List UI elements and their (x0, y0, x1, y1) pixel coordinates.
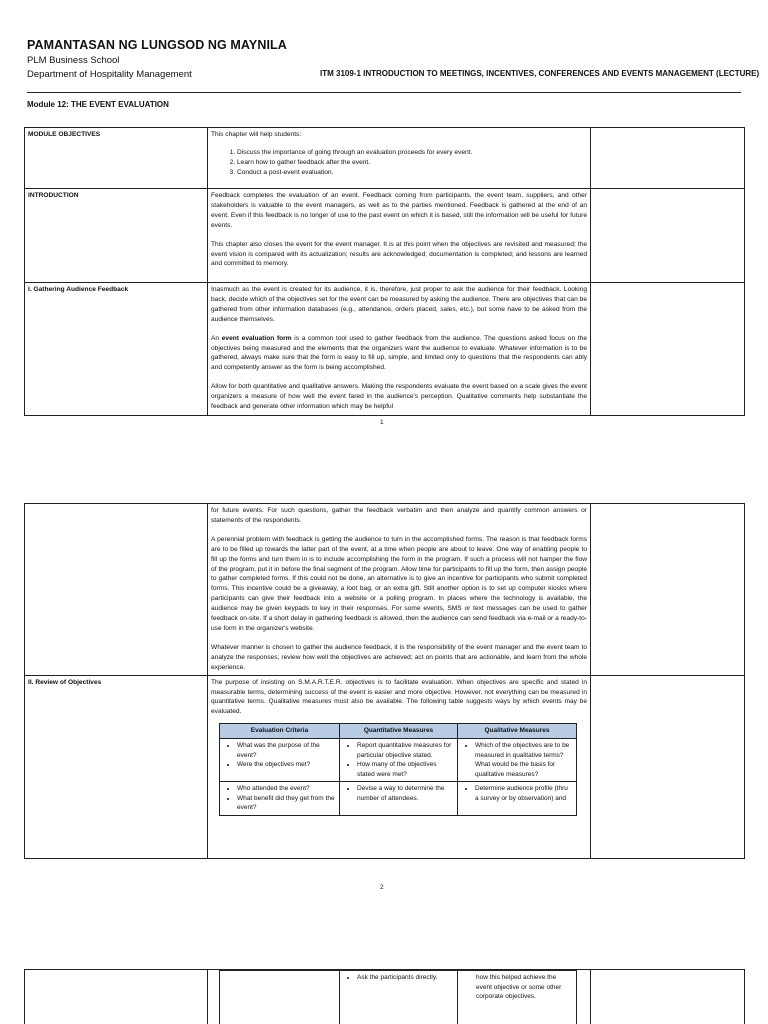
table-row (25, 128, 745, 189)
table-cell (340, 782, 458, 816)
notes-cell (591, 189, 745, 283)
column-header: Evaluation Criteria (220, 724, 340, 739)
paragraph: A perennial problem with feedback is getting the audience to turn in the accomplished forms. The reason is that feedback forms are to be filled up towards the latter part of the event, at a time when people are about to leave. One way of enabling people to fill up the forms and turn them in is to include accomplishing the form in the program. If such a process will not hamper the flow of the program, put it in before the final segment of the program. Allow time for participants to fill up the form, then assign people to gather completed forms. If this could not be done, an alternative is to give an incentive for participants who submit completed forms. This incentive could be a giveaway, a loot bag, or an extra gift. Still another option is to set up computer kiosks where participants can give their feedback into a website or a polling program. In places where the technology is available, the audience may be given keypads to key in their responses. For some events, SMS or text messages can be used to gather feedback on-site. If a short delay in gathering feedback is allowed, then the audience can send feedback via e-mail or a ready-to-use form in the organizer's website. (211, 535, 587, 632)
bullet-list (223, 784, 336, 813)
list-item: • Report quantitative measures for particular objective stated. (357, 741, 454, 760)
paragraph: for future events. For such questions, gather the feedback verbatim and then analyze and quantify common answers or statements of the respondents. (211, 507, 587, 524)
paragraph (211, 334, 587, 374)
bold-term: event evaluation form (221, 334, 292, 342)
evaluation-table (219, 723, 577, 815)
list-item: • What was the purpose of the event? (237, 741, 336, 760)
notes-cell (591, 675, 745, 858)
table-cell (220, 739, 340, 782)
paragraph-text: An (211, 334, 222, 342)
header-divider (27, 92, 741, 93)
list-item: 3. Conduct a post-event evaluation. (237, 168, 587, 178)
paragraph-text: is a common tool used to gather feedback from the audience. The questions asked focus on the objectives being measured and the elements that the organizers want the audience to evaluate. Whatever information is to be gathered, always make sure that the form is easy to fill up, simple, and limited only to questions that the respondents can ably and competently answer as the form is being accomplished. (211, 334, 587, 372)
bullet-list (461, 784, 573, 803)
table-header-row (220, 724, 577, 739)
table-row (25, 675, 745, 858)
list-item: • Which of the objectives are to be measured in qualitative terms? What would be the basis for qualitative measures? (475, 741, 573, 779)
page-number: 1 (380, 419, 384, 426)
bullet-list (343, 784, 454, 803)
row-content (208, 675, 591, 858)
column-header: Qualitative Measures (458, 724, 577, 739)
list-item: • Determine audience profile (thru a survey or by observation) and (475, 784, 573, 803)
list-item: 1. Discuss the importance of going through an evaluation proceeds for every event. (237, 148, 587, 158)
table-cell (220, 971, 340, 1024)
table-row (25, 189, 745, 283)
list-item: 2. Learn how to gather feedback after the event. (237, 158, 587, 168)
table-row (25, 283, 745, 416)
bullet-list (461, 741, 573, 779)
bullet-list (343, 973, 454, 983)
paragraph: Whatever manner is chosen to gather the audience feedback, it is the responsibility of the event manager and the event team to analyze the responses; review how well the objectives are achieved; act on points that are actionable, and learn from the whole experience. (211, 643, 587, 671)
document-page-2 (0, 500, 768, 895)
list-item: • What benefit did they get from the event? (237, 794, 336, 813)
module-table-page-2 (24, 503, 745, 859)
table-cell (340, 739, 458, 782)
module-title: Module 12: THE EVENT EVALUATION (27, 100, 169, 109)
notes-cell (591, 970, 745, 1024)
list-item-continued: how this helped achieve the event objective or some other corporate objectives. (476, 974, 562, 1000)
paragraph: Allow for both quantitative and qualitative answers. Making the respondents evaluate the event based on a scale gives the event organizers a measure of how well the event fared in the audience's perception. Qualitative comments help substantiate the feedback and generate other information which may be helpful (211, 383, 587, 411)
table-row (220, 739, 577, 782)
table-cell (340, 971, 458, 1024)
course-title: ITM 3109-1 INTRODUCTION TO MEETINGS, INCENTIVES, CONFERENCES AND EVENTS MANAGEMENT (LECTURE) (320, 69, 760, 78)
row-label: II. Review of Objectives (25, 675, 208, 858)
table-row (220, 782, 577, 816)
paragraph: The purpose of insisting on S.M.A.R.T.E.R. objectives is to facilitate evaluation. When objectives are specific and stated in measurable terms, determining success of the event is easier and more objective. However, not everything can be measured in quantitative terms. Qualitative measures must also be available. The following table suggests ways by which events may be evaluated. (211, 678, 587, 716)
paragraph: Inasmuch as the event is created for its audience, it is, therefore, just proper to ask the audience for their feedback. Looking back, decide which of the objectives set for the event can be measured by asking the audience. There are objectives that can be gathered from other information databases (e.g., attendance, orders placed, sales, etc.), but some have to be asked from the audience themselves. (211, 286, 587, 323)
page-number: 2 (380, 884, 384, 891)
objectives-intro: This chapter will help students: (211, 131, 302, 138)
row-label (25, 504, 208, 676)
row-content (208, 504, 591, 676)
list-item: • How many of the objectives stated were met? (357, 760, 454, 779)
document-page-3 (0, 965, 768, 1024)
row-content (208, 970, 591, 1024)
row-label: MODULE OBJECTIVES (25, 128, 208, 189)
bullet-list (223, 741, 336, 770)
table-row (25, 970, 745, 1024)
row-content (208, 189, 591, 283)
table-cell (220, 782, 340, 816)
row-label (25, 970, 208, 1024)
table-cell (458, 782, 577, 816)
notes-cell (591, 283, 745, 416)
column-header: Quantitative Measures (340, 724, 458, 739)
table-row (25, 504, 745, 676)
row-label: I. Gathering Audience Feedback (25, 283, 208, 416)
department-name: Department of Hospitality Management (27, 69, 192, 80)
list-item: • Ask the participants directly. (357, 973, 454, 983)
notes-cell (591, 128, 745, 189)
evaluation-table-continued (219, 970, 577, 1024)
bullet-list (343, 741, 454, 779)
paragraph: This chapter also closes the event for the event manager. It is at this point when the objectives are revisited and measured; the event vision is compared with its actualization; results are acknowledged; documentation is completed; and lessons are learned and committed to memory. (211, 240, 587, 268)
notes-cell (591, 504, 745, 676)
table-cell (458, 739, 577, 782)
list-item: • Devise a way to determine the number of attendees. (357, 784, 454, 803)
row-content (208, 283, 591, 416)
page-gap (0, 430, 768, 500)
table-cell (458, 971, 577, 1024)
row-content (208, 128, 591, 189)
list-item: • Who attended the event? (237, 784, 336, 794)
school-name: PLM Business School (27, 55, 120, 66)
university-name: PAMANTASAN NG LUNGSOD NG MAYNILA (27, 38, 287, 52)
page-gap (0, 895, 768, 965)
document-page-1 (0, 0, 768, 430)
paragraph: Feedback completes the evaluation of an event. Feedback coming from participants, the event team, suppliers, and other stakeholders is valuable to the event managers, as well as to the parties mentioned. Feedback is gathered at the end of an event. Even if this feedback is no longer of use to the past event on which it is based, still the information will be useful for future events. (211, 192, 587, 229)
module-table-page-3 (24, 969, 745, 1024)
module-table-page-1 (24, 127, 745, 416)
row-label: INTRODUCTION (25, 189, 208, 283)
table-row (220, 971, 577, 1024)
objectives-list (227, 148, 587, 178)
list-item: • Were the objectives met? (237, 760, 336, 770)
